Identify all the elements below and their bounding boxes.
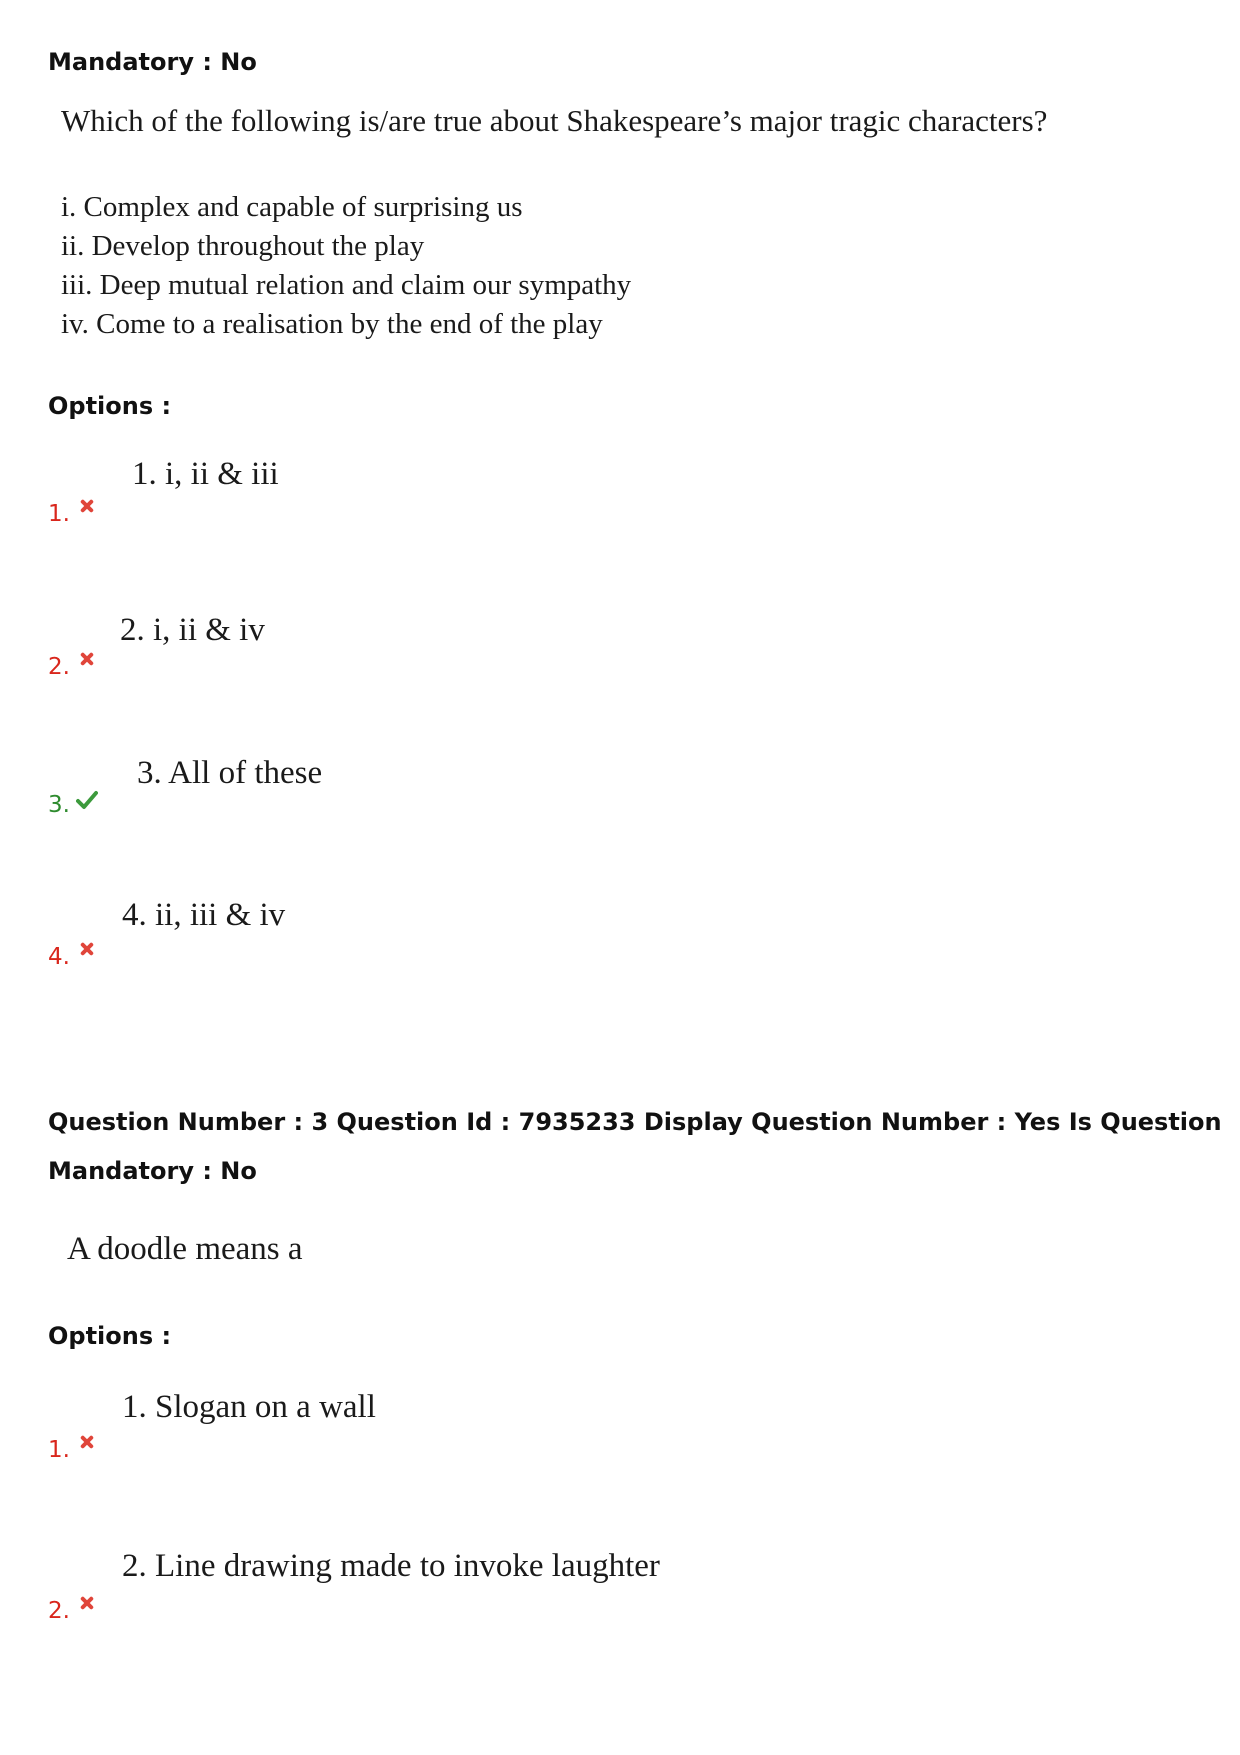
cross-icon xyxy=(78,650,96,668)
option-number: 1. xyxy=(48,501,70,527)
q3-option-2-text: 2. Line drawing made to invoke laughter xyxy=(122,1548,660,1584)
q3-option-2-label xyxy=(48,1594,96,1624)
q3-options-label: Options : xyxy=(48,1322,172,1350)
option-number: 3. xyxy=(48,792,70,818)
q2-option-2-label xyxy=(48,650,96,680)
q2-option-3-label xyxy=(48,790,98,818)
cross-icon xyxy=(78,1594,96,1612)
option-number: 4. xyxy=(48,944,70,970)
q2-option-4-label xyxy=(48,940,96,970)
statement-4: iv. Come to a realisation by the end of the play xyxy=(61,308,603,340)
q2-options-label: Options : xyxy=(48,392,172,420)
q2-option-3-text: 3. All of these xyxy=(137,755,323,791)
q2-prompt: Which of the following is/are true about Shakespeare’s major tragic characters? xyxy=(61,103,1048,138)
option-number: 1. xyxy=(48,1437,70,1463)
cross-icon xyxy=(78,940,96,958)
option-number: 2. xyxy=(48,654,70,680)
q2-option-4-text: 4. ii, iii & iv xyxy=(122,897,286,933)
statement-1: i. Complex and capable of surprising us xyxy=(61,191,523,223)
check-icon xyxy=(76,790,98,810)
q2-statements xyxy=(61,188,631,344)
q3-option-1-label xyxy=(48,1433,96,1463)
cross-icon xyxy=(78,1433,96,1451)
q2-mandatory: Mandatory : No xyxy=(48,48,257,76)
q2-option-1-label xyxy=(48,497,96,527)
statement-2: ii. Develop throughout the play xyxy=(61,230,425,262)
q3-option-1-text: 1. Slogan on a wall xyxy=(122,1389,376,1425)
q3-mandatory: Mandatory : No xyxy=(48,1157,257,1185)
q2-option-1-text: 1. i, ii & iii xyxy=(132,456,279,492)
option-number: 2. xyxy=(48,1598,70,1624)
q2-option-2-text: 2. i, ii & iv xyxy=(120,612,265,648)
q3-prompt: A doodle means a xyxy=(67,1231,303,1267)
q3-header: Question Number : 3 Question Id : 7935233 Display Question Number : Yes Is Question xyxy=(48,1108,1222,1136)
statement-3: iii. Deep mutual relation and claim our sympathy xyxy=(61,269,632,301)
cross-icon xyxy=(78,497,96,515)
